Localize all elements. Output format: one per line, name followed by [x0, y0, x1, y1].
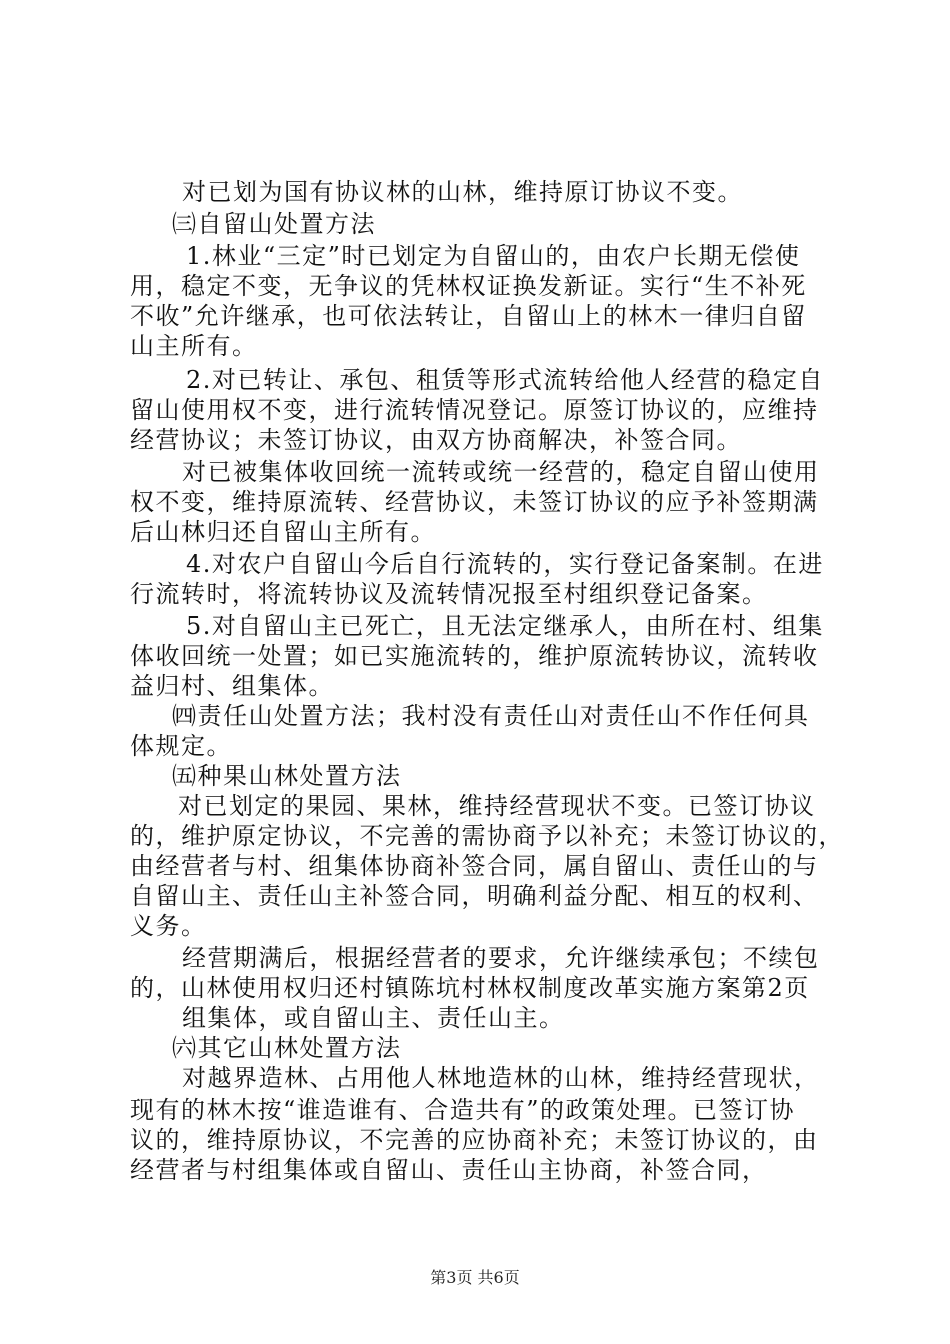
text-line: 5.对自留山主已死亡，且无法定继承人，由所在村、组集 — [186, 612, 824, 640]
text-line: 的，山林使用权归还村镇陈坑村林权制度改革实施方案第2页 — [130, 974, 810, 1002]
page-footer: 第3页 共6页 — [430, 1268, 520, 1287]
text-line: 经营者与村组集体或自留山、责任山主协商，补签合同， — [130, 1156, 768, 1184]
text-line: 不收”允许继承，也可依法转让，自留山上的林木一律归自留 — [130, 302, 807, 330]
text-line: 经营期满后，根据经营者的要求，允许继续承包；不续包 — [182, 944, 820, 972]
text-line: 体收回统一处置；如已实施流转的，维护原流转协议，流转收 — [130, 642, 819, 670]
text-line: 对越界造林、占用他人林地造林的山林，维持经营现状， — [182, 1064, 820, 1092]
text-line: 权不变，维持原流转、经营协议，未签订协议的应予补签期满 — [130, 488, 819, 516]
text-line: 1.林业“三定”时已划定为自留山的，由农户长期无偿使 — [186, 242, 801, 270]
text-line: 现有的林木按“谁造谁有、合造共有”的政策处理。已签订协 — [130, 1096, 796, 1124]
text-line: 经营协议；未签订协议，由双方协商解决，补签合同。 — [130, 426, 742, 454]
text-line: 议的，维持原协议，不完善的应协商补充；未签订协议的，由 — [130, 1126, 819, 1154]
section-heading: ㈤种果山林处置方法 — [172, 762, 402, 790]
text-line: 益归村、组集体。 — [130, 672, 334, 700]
text-line: 由经营者与村、组集体协商补签合同，属自留山、责任山的与 — [130, 852, 819, 880]
text-line: 4.对农户自留山今后自行流转的，实行登记备案制。在进 — [186, 550, 824, 578]
section-heading: ㈣责任山处置方法；我村没有责任山对责任山不作任何具 — [172, 702, 810, 730]
section-heading: ㈥其它山林处置方法 — [172, 1034, 402, 1062]
text-line: 山主所有。 — [130, 332, 258, 360]
section-heading: ㈢自留山处置方法 — [172, 210, 376, 238]
text-line: 后山林归还自留山主所有。 — [130, 518, 436, 546]
text-line: 对已被集体收回统一流转或统一经营的，稳定自留山使用 — [182, 458, 820, 486]
text-line: 体规定。 — [130, 732, 232, 760]
text-line: 行流转时，将流转协议及流转情况报至村组织登记备案。 — [130, 580, 768, 608]
text-line: 2.对已转让、承包、租赁等形式流转给他人经营的稳定自 — [186, 366, 824, 394]
text-line: 的，维护原定协议，不完善的需协商予以补充；未签订协议的， — [130, 822, 844, 850]
text-line: 用，稳定不变，无争议的凭林权证换发新证。实行“生不补死 — [130, 272, 807, 300]
text-line: 对已划为国有协议林的山林，维持原订协议不变。 — [182, 178, 743, 206]
text-line: 组集体，或自留山主、责任山主。 — [182, 1004, 565, 1032]
text-line: 留山使用权不变，进行流转情况登记。原签订协议的，应维持 — [130, 396, 819, 424]
text-line: 对已划定的果园、果林，维持经营现状不变。已签订协议 — [178, 792, 816, 820]
text-line: 义务。 — [130, 912, 207, 940]
text-line: 自留山主、责任山主补签合同，明确利益分配、相互的权利、 — [130, 882, 819, 910]
